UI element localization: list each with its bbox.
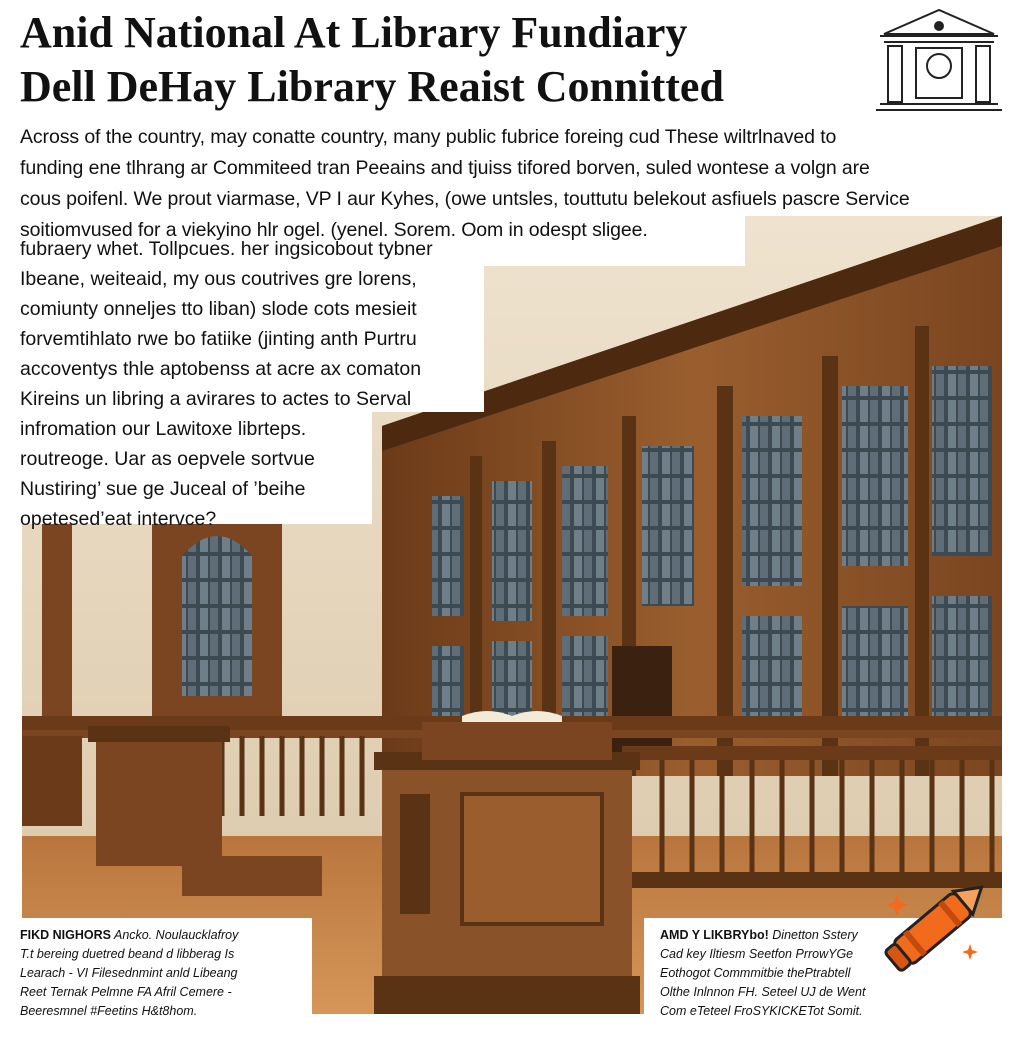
library-building-crest-icon <box>876 6 1002 112</box>
column-line: routreoge. Uar as oepvele sortvue <box>20 448 315 470</box>
column-line: comiunty onneljes tto liban) slode cots mesieit <box>20 298 417 320</box>
caption-left-lead: FIKD NIGHORS <box>20 928 111 942</box>
caption-left <box>0 918 312 1038</box>
caption-right-line: Cad key Iltiesm Seetfon PrrowYGe <box>660 947 854 961</box>
intro-line: Across of the country, may conatte country, many public fubrice foreing cud These wiltrlnaved to <box>20 126 837 148</box>
column-line: Nustiring’ sue ge Juceal of ’beihe <box>20 478 306 500</box>
column-line: infromation our Lawitoxe librteps. <box>20 418 307 440</box>
column-line: accoventys thle aptobenss at acre ax comaton <box>20 358 422 380</box>
column-line: forvemtihlato rwe bo fatiike (jinting anth Purtru <box>20 328 417 350</box>
caption-left-line: Reet Ternak Pelmne FA Afril Cemere - <box>20 985 232 999</box>
headline-line-1: Anid National At Library Fundiary <box>20 8 688 57</box>
headline-line-2: Dell DeHay Library Reaist Connitted <box>20 62 724 111</box>
column-line: Kireins un libring a avirares to actes to Serval <box>20 388 412 410</box>
caption-left-lead-line <box>20 926 302 945</box>
column-line: opetesed’eat intervce? <box>20 508 217 530</box>
caption-right-line: Com eTeteel FroSYKICKETot Somit. <box>660 1004 863 1018</box>
headline <box>20 6 870 114</box>
caption-left-line: T.t bereing duetred beand d libberag Is <box>20 947 235 961</box>
caption-left-lead-rest: Ancko. Noulaucklafroy <box>110 928 239 942</box>
intro-line: funding ene tlhrang ar Commiteed tran Peeains and tjuiss tifored borven, suled wontese a volgn are <box>20 157 870 179</box>
orange-crayon-icon <box>872 866 1002 986</box>
caption-right-lead-rest: Dinetton Sstery <box>768 928 858 942</box>
caption-left-line: Beeresmnel #Feetins H&t8hom. <box>20 1004 198 1018</box>
caption-left-line: Learach - VI Filesednmint anld Libeang <box>20 966 238 980</box>
intro-line: soitiomvused for a viekyino hlr ogel. (yenel. Sorem. Oom in odespt sligee. <box>20 219 648 241</box>
caption-right-line: Eothogot Commmitbie thePtrabtell <box>660 966 851 980</box>
caption-right-lead: AMD Y LIKBRYbo! <box>660 928 769 942</box>
column-line: Ibeane, weiteaid, my ous coutrives gre lorens, <box>20 268 417 290</box>
intro-line: cous poifenl. We prout viarmase, VP I aur Kyhes, (owe untsles, touttutu belekout asfiuels pascre Service <box>20 188 910 210</box>
column-line: fubraery whet. Tollpcues. her ingsicobout tybner <box>20 238 433 260</box>
body-column <box>20 234 480 534</box>
caption-right-line: Olthe Inlnnon FH. Seteel UJ de Went <box>660 985 866 999</box>
intro-paragraph <box>20 122 1004 246</box>
